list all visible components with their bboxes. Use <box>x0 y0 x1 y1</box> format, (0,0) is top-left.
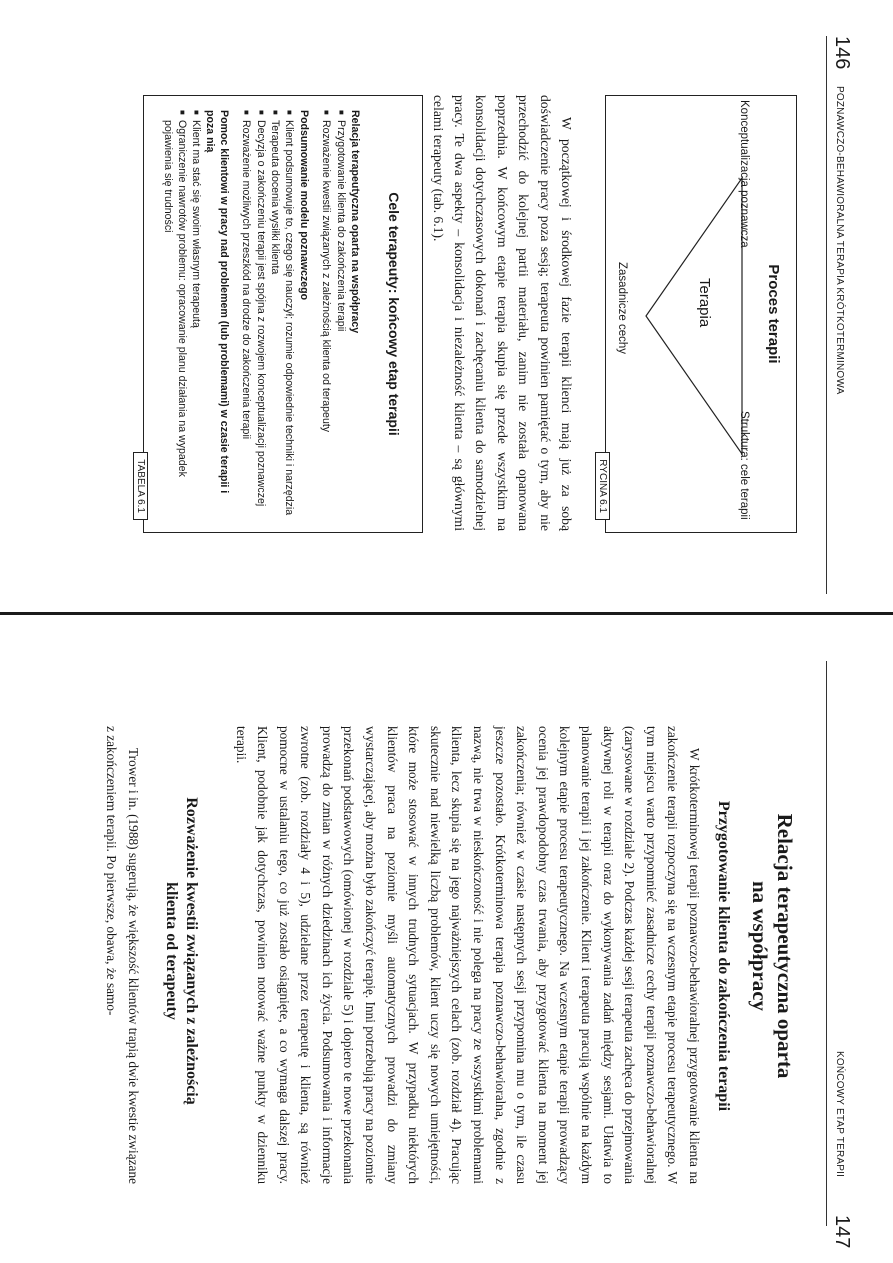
table-content <box>161 110 370 518</box>
section-title: Przygotowanie klienta do zakończenia terapii <box>715 800 732 1112</box>
table-label: TABELA 6.1 <box>133 452 148 520</box>
figure-left-label: Konceptualizacja poznawcza <box>738 100 750 248</box>
page-number: 146 <box>831 36 853 70</box>
page-147 <box>0 631 893 1261</box>
section-title-line: Rozważenie kwestii związanych z zależnością <box>183 797 200 1105</box>
figure-bottom-label: Zasadnicze cechy <box>616 262 628 355</box>
table-section-heading: Pomoc klientowi w pracy nad problemem (lub problemami) w czasie terapii i poza nią <box>204 110 230 494</box>
section-title <box>161 631 201 1261</box>
header-rule <box>826 36 827 594</box>
running-head: POZNAWCZO-BEHAWIORALNA TERAPIA KRÓTKOTERMINOWA <box>834 86 845 395</box>
table-item: ■ Rozważenie kwestii związanych z zależnością klienta od terapeuty <box>319 110 333 518</box>
figure-label: RYCINA 6.1 <box>595 452 610 520</box>
table-item: ■ Ograniczenie nawrotów problemu: opracowanie planu działania na wypadek pojawienia się trudności <box>161 110 189 518</box>
figure-center-label: Terapia <box>696 278 713 328</box>
triangle-shape <box>646 178 742 454</box>
section-title-line: klienta od terapeuty <box>163 882 180 1020</box>
page-number: 147 <box>831 1215 853 1249</box>
chapter-title <box>747 631 797 1261</box>
header-rule <box>826 661 827 1226</box>
table-item: ■ Decyzja o zakończeniu terapii jest spójna z rozwojem konceptualizacji poznawczej <box>253 110 267 518</box>
figure-box <box>597 95 797 533</box>
page-146 <box>0 0 893 630</box>
chapter-title-line: Relacja terapeutyczna oparta <box>773 813 797 1079</box>
body-paragraph: W początkowej i środkowej fazie terapii klienci mają już za sobą doświadczenie pracy poza sesją; terapeuta powinien pamiętać o tym, aby nie przechodzić do kolejnej partii materiału, zanim nie została opanowana poprzednia. W końcowym etapie terapia skupia się przede wszystkim na konsolidacji dotychczasowych dokonań i zachęcaniu klienta do samodzielnej pracy. Te dwa aspekty – konsolidacja i niezależność klienta – są głównymi celami terapeuty (tab. 6.1). <box>430 95 574 531</box>
table-item: ■ Klient podsumowuje to, czego się nauczył; rozumie odpowiednie techniki i narzędzia <box>282 110 296 518</box>
table-section-heading: Relacja terapeutyczna oparta na współpracy <box>349 110 361 334</box>
table-title: Cele terapeuty: końcowy etap terapii <box>386 192 402 436</box>
chapter-title-line: na współpracy <box>748 880 772 1012</box>
table-item: ■ Klient ma stać się swoim własnym terapeutą <box>189 110 203 518</box>
page-divider <box>0 612 893 615</box>
table-box <box>135 95 423 533</box>
table-item: ■ Terapeuta docenia wysiłki klienta <box>268 110 282 518</box>
table-item: ■ Przygotowanie klienta do zakończenia terapii <box>333 110 347 518</box>
running-head: KOŃCOWY ETAP TERAPII <box>834 1051 845 1178</box>
body-paragraph: W krótkoterminowej terapii poznawczo-behawioralnej przygotowanie klienta na zakończenie terapii rozpoczyna się na wczesnym etapie procesu terapeutycznego. W tym miejscu warto przypomnieć zasadnicze cechy terapii poznawczo-behawioralnej (zarysowane w rozdziale 2). Podczas każdej sesji terapeuta zachęca do przejmowania aktywnej roli w terapii oraz do wykonywania zadań między sesjami. Ułatwia to planowanie terapii i jej zakończenie. Klient i terapeuta pracują wspólnie na każdym kolejnym etapie procesu terapeutycznego. Na wczesnym etapie terapii prowadzący ocenia jej prawdopodobny czas trwania, aby przygotować klienta na moment jej zakończenia; również w czasie następnych sesji przypomina mu o tym, ile czasu jeszcze pozostało. Krótkoterminowa terapia poznawczo-behawioralna, zgodnie z nazwą, nie trwa w nieskończoność i nie polega na pracy ze wszystkimi problemami klienta, lecz skupia się na jego najważniejszych celach (zob. rozdział 4). Pracując skutecznie nad niewielką liczbą problemów, klient uczy się nowych umiejętności, które może stosować w innych trudnych sytuacjach. W przypadku niektórych klientów praca na poziomie myśli automatycznych prowadzi do zmiany wystarczającej, aby można było zakończyć terapię. Inni potrzebują pracy na poziomie przekonań podstawowych (omówionej w rozdziale 5) i dopiero te nowe przekonania prowadzą do zmian w różnych dziedzinach ich życia. Podsumowania i informacje zwrotne (zob. rozdziały 4 i 5), udzielane przez terapeutę i klienta, są również pomocne w ustalaniu tego, co już zostało osiągnięte, a co wymaga dalszej pracy. Klient, podobnie jak dotychczas, powinien notować ważne punkty w dzienniku terapii. <box>233 726 702 1184</box>
figure-right-label: Struktura: cele terapii <box>738 411 750 520</box>
figure-title: Proces terapii <box>765 264 782 364</box>
table-item: ■ Rozważenie możliwych przeszkód na drodze do zakończenia terapii <box>239 110 253 518</box>
table-section-heading: Podsumowanie modelu poznawczego <box>297 110 310 301</box>
body-paragraph: Trower i in. (1988) sugerują, że większość klientów trapią dwie kwestie związane z zakończeniem terapii. Po pierwsze, obawa, że samo- <box>104 726 141 1184</box>
